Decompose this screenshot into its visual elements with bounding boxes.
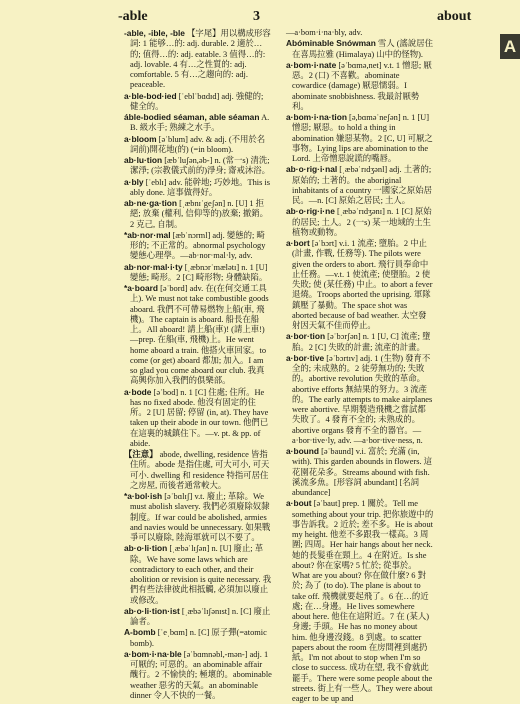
entry-definition: [əˈbɔrt] v.i. 1 流產; 墮胎。2 中止 (計畫, 作戰, 任務等). The pilots were given the orders to abort. 飛行員奉命中止任務。—v.t. 1 使流產; 使墮胎。2 使失敗; 使 (某任務) 中止。to abort a fever 退燒。Troops aborted the uprising. 軍隊鎮壓了暴動。The space shot was aborted because of bad weather. 太空發射因天氣不佳而停止。	[292, 239, 433, 330]
dictionary-entry	[124, 627, 272, 649]
dictionary-entry	[124, 198, 272, 230]
entry-definition: [ˈeˌbɑm] n. [C] 原子彈(=atomic bomb).	[130, 628, 267, 648]
dictionary-entry	[286, 206, 434, 238]
entry-definition: [əˈbɑmnəbl,-mən-] adj. 1 可厭的; 可惡的。an abominable affair 醜行。2 不愉快的; 極壞的。abominable weather 惡劣的天氣。an abominable dinner 令人不快的一餐。	[130, 649, 272, 700]
dictionary-entry	[286, 238, 434, 331]
entry-headword: a·bor·tion	[286, 331, 326, 342]
entry-headword: a·bout	[286, 498, 312, 509]
dictionary-entry	[286, 112, 434, 164]
entry-headword: ab·ne·ga·tion	[124, 198, 178, 208]
entry-headword: A-bomb	[124, 627, 156, 638]
right-guide-word: about	[437, 9, 472, 24]
entry-definition: [əˈbaund] v.i. 富於; 充滿 (in, with). This garden abounds in flowers. 這花園花朵多。Streams abound with fish. 溪流多魚。[形容詞 abundant] [名詞 abundance]	[292, 447, 433, 497]
dictionary-entry	[124, 649, 272, 701]
entry-definition: [æbˈluʃən,əb-] n. (常一s) 清洗; 潔淨; (宗教儀式前的)淨身; 齋戒沐浴。	[130, 156, 271, 176]
entry-headword: a·bound	[286, 446, 320, 456]
dictionary-entry	[124, 230, 272, 262]
entry-definition: [əˈbod] n. 1 [C] 住處; 住所。He has no fixed abode. 他沒有固定的住所。2 [U] 居留; 停留 (in, at). They have taken up their abode in our town. 他們已在這裏的城鎮住下。—v. pt. & pp. of abide.	[130, 387, 269, 448]
entry-definition: [əˈbaut] prep. 1 關於。Tell me something about your trip. 把你旅遊中的事告訴我。2 近於; 差不多。He is about my height. 他差不多跟我一樣高。3 周圍; 四周。Her hair hangs about her neck. 她的長髮垂在頸上。4 在附近。Is she about? 你在家嗎? 5 忙於; 從事於。What are you about? 你在做什麼? 6 對於; 為了 (to do). The plane is about to take off. 飛機就要起飛了。6 在…的近處; 在…身邊。He lives somewhere about here. 他住在這附近。7 在 (某人) 身邊; 手頭。He has no money about him. 他身邊沒錢。8 到處。to scatter papers about the room 在房間裡到處扔紙。I'm not about to stop when I'm so close to success. 成功在望, 我不會就此罷手。There were some people about the streets. 街上有一些人。They were about eager to be up and	[292, 499, 434, 703]
dictionary-entry	[124, 112, 272, 134]
entry-headword: 【注意】	[124, 449, 158, 459]
dictionary-entry	[124, 449, 272, 491]
entry-headword: a·bloom	[124, 133, 157, 144]
dictionary-entry	[124, 177, 272, 199]
left-column	[124, 28, 272, 700]
dictionary-entry	[124, 91, 272, 113]
right-column	[286, 28, 434, 703]
entry-headword: ab·nor·mal·i·ty	[124, 261, 183, 272]
entry-definition: [ˌæbnɔrˈmælətɪ] n. 1 [U] 變態; 畸形。2 [C] 畸形物; 身體缺陷。	[130, 262, 268, 282]
entry-headword: ab·o·rig·i·ne	[286, 206, 335, 217]
entry-definition: A. B. 級水手; 熟練之水手。	[130, 113, 270, 133]
dictionary-entry	[286, 38, 434, 60]
entry-headword: a·ble-bod·ied	[124, 90, 177, 101]
entry-definition: 雪人 (謠說居住在喜馬拉雅 (Himalaya) 山中的怪物).	[292, 39, 434, 59]
entry-headword: a·bly	[124, 176, 144, 187]
dictionary-entry	[286, 446, 434, 498]
dictionary-entry	[124, 387, 272, 450]
entry-definition: [ˌæbəˈrɪdʒənɪ] n. 1 [C] 原始的居民; 土人。2 (一s) 某一地域的土生植物或動物。	[292, 207, 432, 237]
entry-definition: [ˈeblˈbɑdɪd] adj. 強健的; 健全的。	[130, 91, 264, 111]
entry-definition: [əˈbɑmə,net] v.t. 1 憎惡; 厭惡。2 (口) 不喜歡。abominate cowardice (damage) 厭惡懦弱。I abominate snobbishness. 我最討厭勢利。	[292, 60, 432, 111]
dictionary-entry	[286, 353, 434, 446]
dictionary-entry	[286, 498, 434, 704]
entry-definition: 【字尾】用以構成形容詞: 1 能够…的: adj. durable. 2 適於…的; 值得…的: adj. eatable. 3 值得…的: adj. lovable. 4 有…之性質的: adj. comfortable. 5 有…之趨向的: adj. peaceable.	[130, 29, 271, 90]
entry-definition: [ˌæbnɪˈgeʃən] n. [U] 1 拒絕; 放棄 (權利, 信仰等的)放棄; 撤銷。2 克己, 自制。	[130, 199, 268, 229]
entry-headword: a·bor·tive	[286, 352, 325, 363]
entry-headword: a·bom·i·na·tion	[286, 112, 347, 122]
dictionary-entry	[124, 491, 272, 543]
entry-definition: [ˌæbəˈlɪʃən] n. [U] 廢止; 革除。We have some laws which are contradictory to each other, and their abolition or revision is quite necessary. 我們有些法律彼此相抵觸, 必須加以廢止或修改。	[130, 544, 272, 605]
entry-headword: a·bode	[124, 386, 152, 397]
entry-definition: [ˌæbəˈrɪdʒənl] adj. 土著的; 原始的; 土著的。the aboriginal inhabitants of a country 一國家之原始居民。—n. [C] 原始之居民; 土人。	[292, 165, 433, 205]
thumb-index-tab: A	[500, 34, 520, 59]
entry-definition: —a·bom·i·na·bly, adv.	[286, 28, 363, 37]
dictionary-entry	[124, 606, 272, 628]
dictionary-entry	[124, 262, 272, 284]
entry-definition: [əˈblum] adv. & adj. (不用於名詞前)開花地(的) (=in bloom).	[130, 134, 266, 154]
entry-definition: [æbˈnɔrml] adj. 變態的; 畸形的; 不正常的。abnormal psychology 變態心理學。—ab·nor·mal·ly, adv.	[130, 230, 266, 261]
entry-definition: [ə,bɑməˈneʃən] n. 1 [U] 憎惡; 厭惡。to hold a thing in abomination 嫌惡某物。2 [C, U] 可厭之事物。Lying lips are abomination to the Lord. 上帝憎惡說謊的嘴唇。	[292, 113, 433, 163]
entry-definition: [əˈbɑlɪʃ] v.t. 廢止; 革除。We must abolish slavery. 我們必須廢除奴隸制度。If war could be abolished, armies and navies would be unnecessary. 如果戰爭可以廢除, 陸海軍就可以不要了。	[130, 492, 271, 542]
entry-headword: -able, -ible, -ble	[124, 28, 185, 38]
entry-headword: a·bom·i·na·ble	[124, 648, 182, 659]
dictionary-entry	[286, 60, 434, 112]
entry-headword: a·bort	[286, 238, 310, 248]
dictionary-entry	[286, 164, 434, 206]
entry-definition: [əˈbord] adv. 在(在何交通工具上). We must not take combustible goods aboard. 我們不可帶易燃物上船(車, 飛機)。The captain is aboard. 船長在船上。All aboard! 請上船(車)! (請上車!)—prep. 在船(車, 飛機)上。He went home aboard a train. 他搭火車回家。to come (or get) aboard 都加; 加入。I am so glad you come aboard our club. 我真高興你加入我們的俱樂部。	[130, 284, 269, 386]
entry-definition: [ˈeblɪ] adv. 能幹地; 巧妙地。This is ably done. 這事做得好。	[130, 177, 271, 197]
dictionary-entry	[124, 283, 272, 387]
entry-headword: ab·lu·tion	[124, 155, 163, 165]
left-guide-word: -able	[118, 9, 148, 24]
dictionary-entry	[124, 28, 272, 91]
entry-headword: ab·o·li·tion	[124, 543, 168, 554]
entry-definition: [əˈbɔrtɪv] adj. 1 (生物) 發育不全的; 未成熟的。2 徒勞無功的; 失敗的。abortive revolution 失敗的革命。abortive efforts 無結果的努力。3 流產的。The early attempts to make airplanes were abortive. 早期製造飛機之嘗試都失敗了。4 發育不全的; 未熟成的。abortive organs 發育不全的器官。—a·bor·tive·ly, adv. —a·bor·tive·ness, n.	[292, 353, 433, 445]
dictionary-entry	[286, 331, 434, 353]
dictionary-entry	[124, 155, 272, 177]
entry-headword: ab·o·li·tion·ist	[124, 605, 180, 616]
entry-headword: *a·bol·ish	[124, 491, 163, 501]
entry-headword: *ab·nor·mal	[124, 229, 171, 240]
entry-headword: a·bom·i·nate	[286, 59, 337, 70]
entry-headword: ab·o·rig·i·nal	[286, 164, 338, 175]
entry-headword: *a·board	[124, 283, 158, 293]
entry-headword: Abóminable Snówman	[286, 38, 376, 49]
page-number: 3	[253, 9, 260, 24]
entry-definition: [əˈbɔrʃən] n. 1 [U, C] 流產; 墮胎。2 [C] 失敗的計畫; 流產的計畫。	[292, 332, 431, 352]
dictionary-entry	[286, 28, 434, 38]
entry-definition: [ˌæbəˈlɪʃənɪst] n. [C] 廢止論者。	[130, 606, 271, 626]
entry-definition: abode, dwelling, residence 皆指住所。abode 是指住處, 可大可小, 可天可小. dwelling 和 residence 特指可居住之房屋, 而後者通常較大。	[130, 450, 270, 490]
dictionary-entry	[124, 134, 272, 156]
dictionary-entry	[124, 543, 272, 606]
entry-headword: áble-bodied séaman, able séaman	[124, 112, 260, 122]
